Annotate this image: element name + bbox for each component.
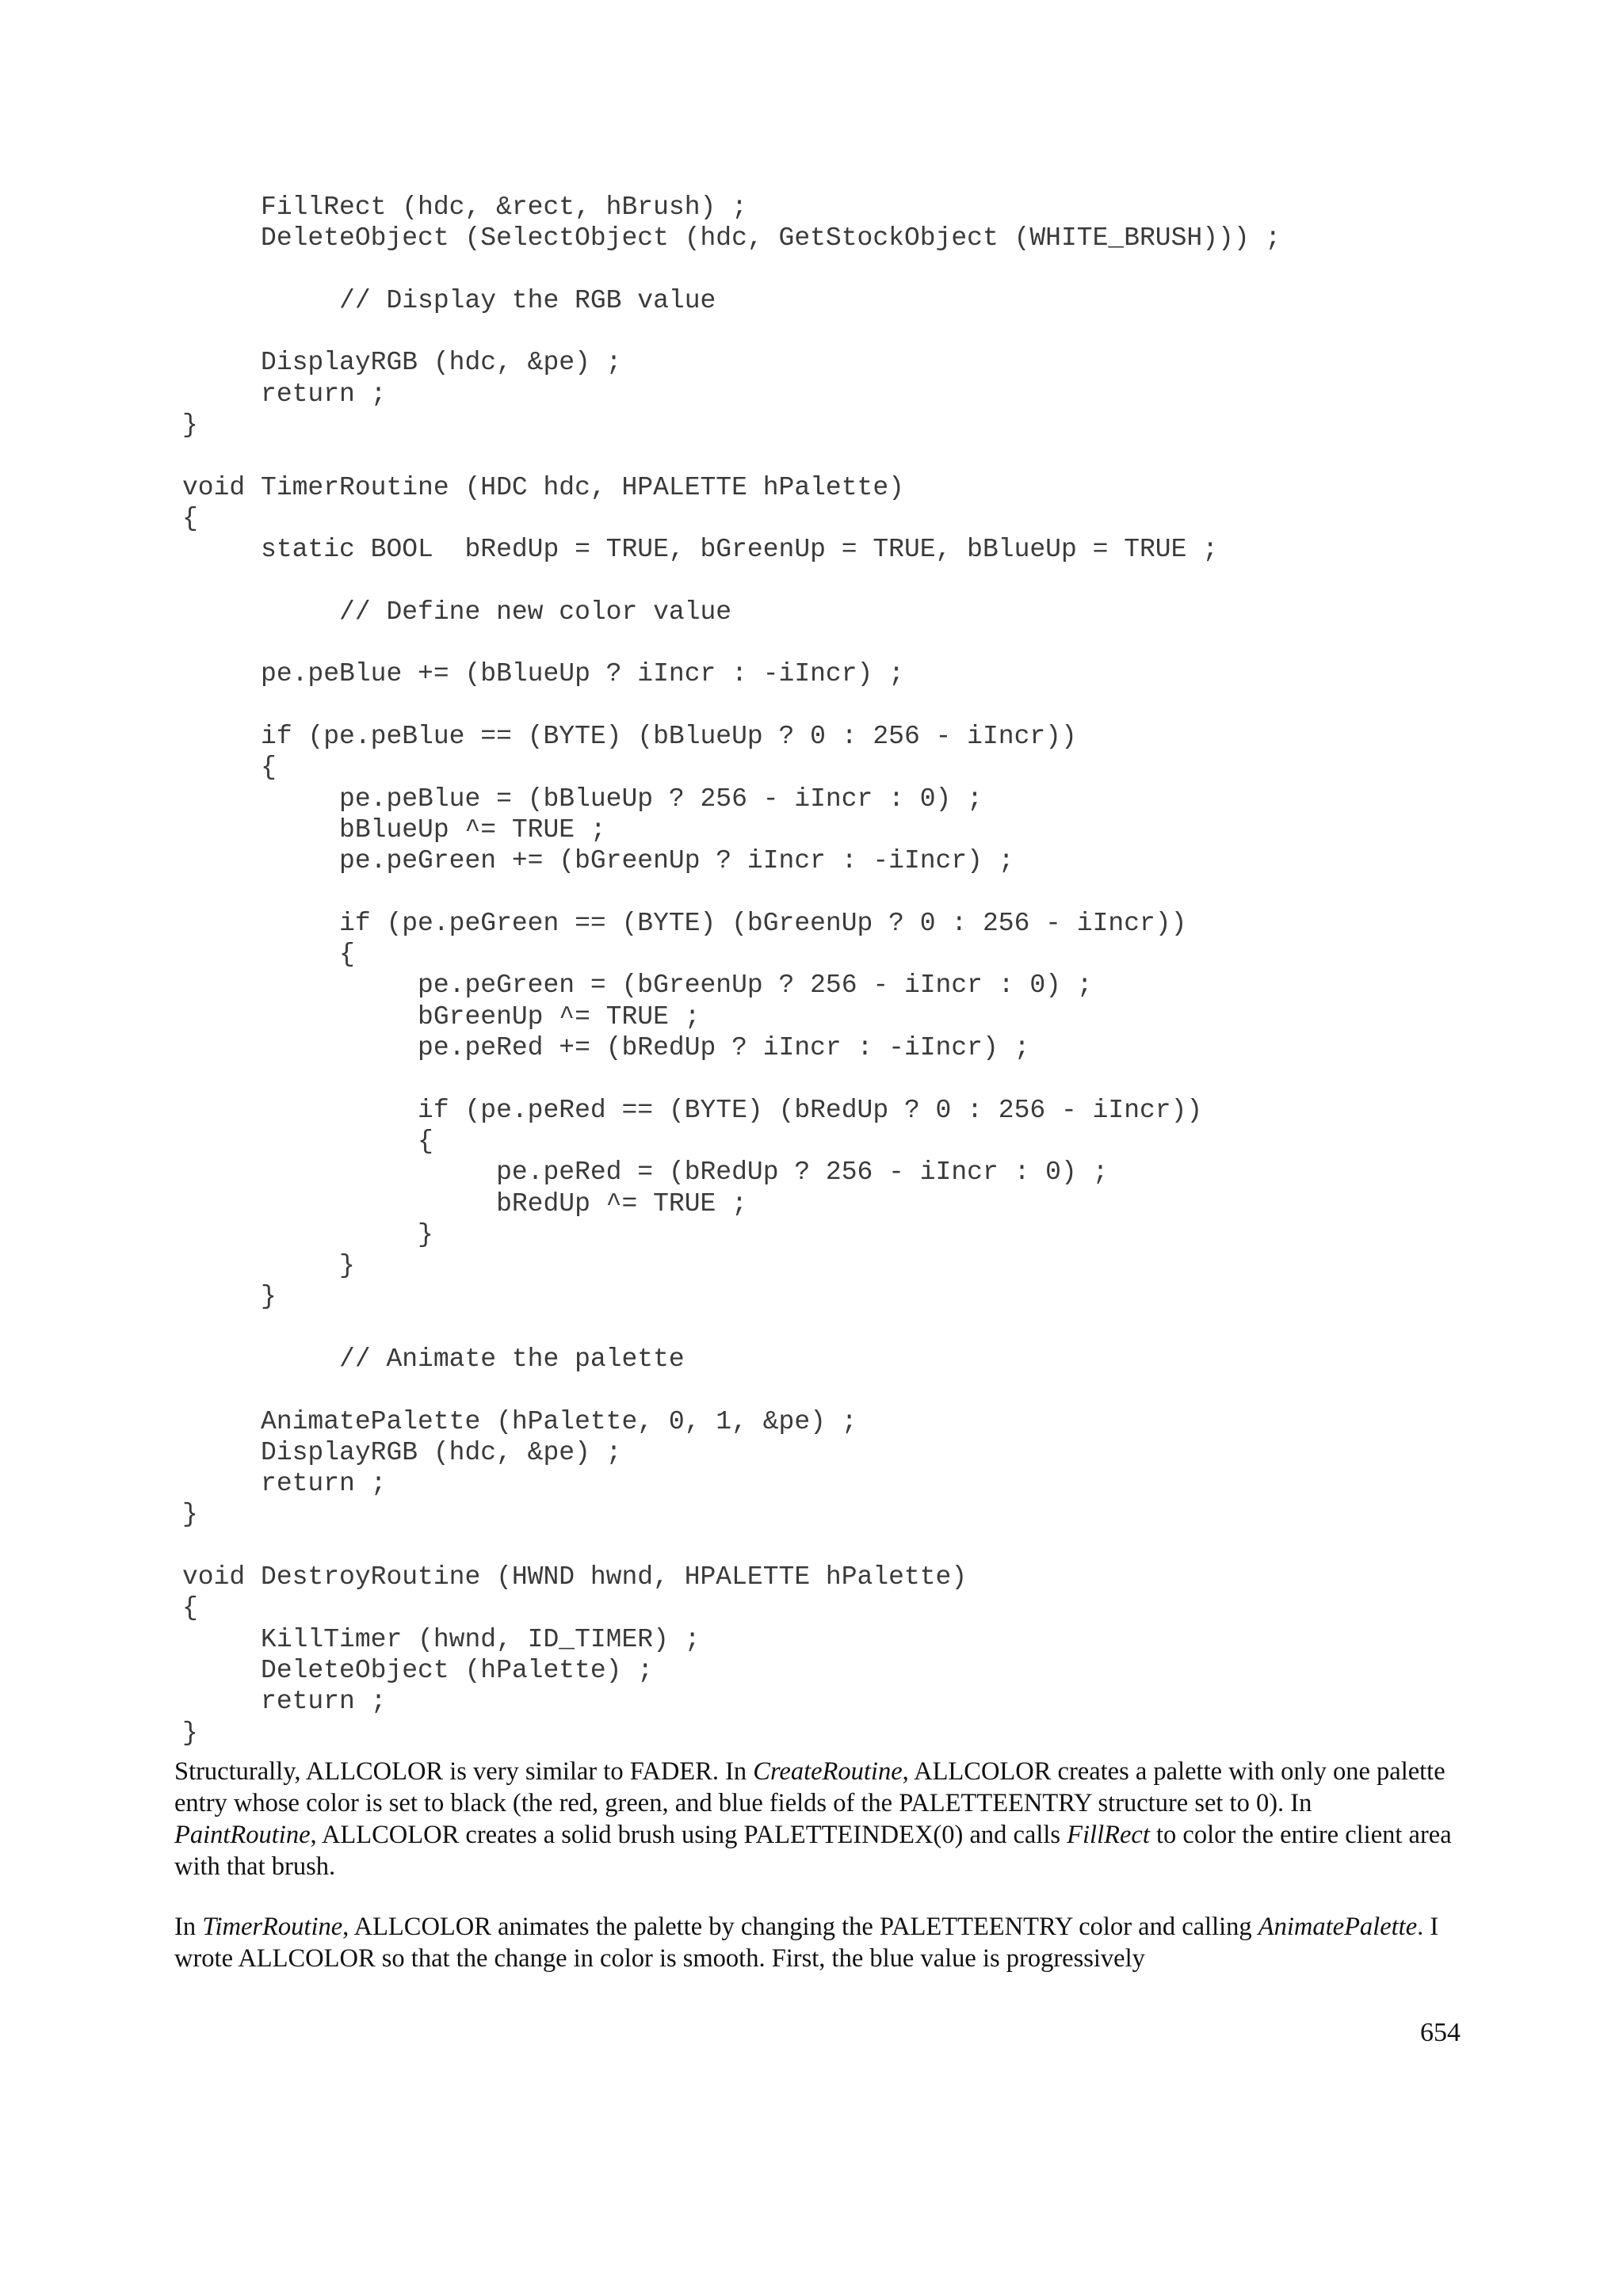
code-line: pe.peRed = (bRedUp ? 256 - iIncr : 0) ; [182, 1158, 1109, 1188]
code-line [182, 254, 1281, 285]
code-line: static BOOL bRedUp = TRUE, bGreenUp = TRUE, bBlueUp = TRUE ; [182, 535, 1219, 565]
code-line: } [182, 1718, 198, 1748]
paragraph-timer-routine [174, 1911, 1458, 1974]
text-run: In [174, 1913, 203, 1941]
code-line [182, 441, 1281, 471]
code-line: } [182, 410, 198, 441]
code-line: } [182, 1251, 355, 1281]
text-run: , ALLCOLOR creates a palette with only one palette entry whose color is set to black (the red, green, and blue fields of the PALETTEENTRY structure set to 0). In [174, 1757, 1445, 1817]
italic-term: PaintRoutine [174, 1821, 311, 1849]
code-line: bBlueUp ^= TRUE ; [182, 814, 606, 845]
code-line: pe.peBlue = (bBlueUp ? 256 - iIncr : 0) ; [182, 784, 983, 814]
code-line: bGreenUp ^= TRUE ; [182, 1001, 701, 1032]
code-line: { [182, 753, 277, 783]
code-line: KillTimer (hwnd, ID_TIMER) ; [182, 1624, 701, 1654]
code-line [182, 566, 1281, 597]
code-line [182, 1313, 1281, 1344]
code-line: return ; [182, 1469, 387, 1499]
code-line: if (pe.peRed == (BYTE) (bRedUp ? 0 : 256 - iIncr)) [182, 1095, 1203, 1125]
text-run: to color the entire client area with that brush. [174, 1821, 1452, 1881]
italic-term: CreateRoutine [753, 1757, 903, 1786]
code-line: pe.peGreen += (bGreenUp ? iIncr : -iIncr) ; [182, 846, 1014, 876]
code-line: DisplayRGB (hdc, &pe) ; [182, 1437, 622, 1467]
code-line: // Display the RGB value [182, 285, 716, 315]
code-line: pe.peGreen = (bGreenUp ? 256 - iIncr : 0) ; [182, 971, 1093, 1001]
code-line: } [182, 1500, 198, 1530]
code-line: } [182, 1282, 277, 1312]
code-line [182, 1063, 1281, 1094]
code-line: // Define new color value [182, 597, 732, 627]
paragraph-structure [174, 1756, 1458, 1882]
code-line: AnimatePalette (hPalette, 0, 1, &pe) ; [182, 1406, 857, 1436]
code-line [182, 877, 1281, 908]
code-line [182, 1375, 1281, 1405]
code-line: { [182, 1126, 433, 1156]
code-line [182, 627, 1281, 658]
code-listing [182, 192, 1281, 1749]
text-run: Structurally, ALLCOLOR is very similar to FADER. In [174, 1757, 754, 1786]
code-line: pe.peRed += (bRedUp ? iIncr : -iIncr) ; [182, 1033, 1030, 1063]
code-line: { [182, 1593, 198, 1623]
code-line: FillRect (hdc, &rect, hBrush) ; [182, 193, 747, 222]
text-run: , ALLCOLOR creates a solid brush using PALETTEINDEX(0) and calls [310, 1821, 1067, 1849]
page-number: 654 [1420, 2018, 1461, 2047]
code-line: pe.peBlue += (bBlueUp ? iIncr : -iIncr) ; [182, 659, 904, 689]
code-line: DeleteObject (hPalette) ; [182, 1655, 654, 1685]
code-line: return ; [182, 1687, 387, 1717]
code-line: if (pe.peGreen == (BYTE) (bGreenUp ? 0 : 256 - iIncr)) [182, 908, 1187, 938]
code-line: DisplayRGB (hdc, &pe) ; [182, 348, 622, 378]
code-line: // Animate the palette [182, 1344, 685, 1374]
code-line: { [182, 503, 198, 533]
code-line: return ; [182, 379, 387, 409]
code-line: bRedUp ^= TRUE ; [182, 1188, 747, 1219]
code-line: } [182, 1219, 433, 1249]
italic-term: FillRect [1067, 1821, 1150, 1849]
italic-term: TimerRoutine [202, 1913, 343, 1941]
code-line: void DestroyRoutine (HWND hwnd, HPALETTE hPalette) [182, 1562, 968, 1592]
text-run: . I wrote ALLCOLOR so that the change in color is smooth. First, the blue value is progressively [174, 1913, 1439, 1973]
code-line: { [182, 940, 355, 970]
code-line: DeleteObject (SelectObject (hdc, GetStockObject (WHITE_BRUSH))) ; [182, 223, 1281, 254]
code-line: if (pe.peBlue == (BYTE) (bBlueUp ? 0 : 256 - iIncr)) [182, 722, 1077, 752]
code-line [182, 316, 1281, 347]
text-run: , ALLCOLOR animates the palette by changing the PALETTEENTRY color and calling [342, 1913, 1258, 1941]
code-line [182, 690, 1281, 721]
italic-term: AnimatePalette [1258, 1913, 1418, 1941]
code-line [182, 1531, 1281, 1562]
code-line: void TimerRoutine (HDC hdc, HPALETTE hPalette) [182, 472, 904, 502]
